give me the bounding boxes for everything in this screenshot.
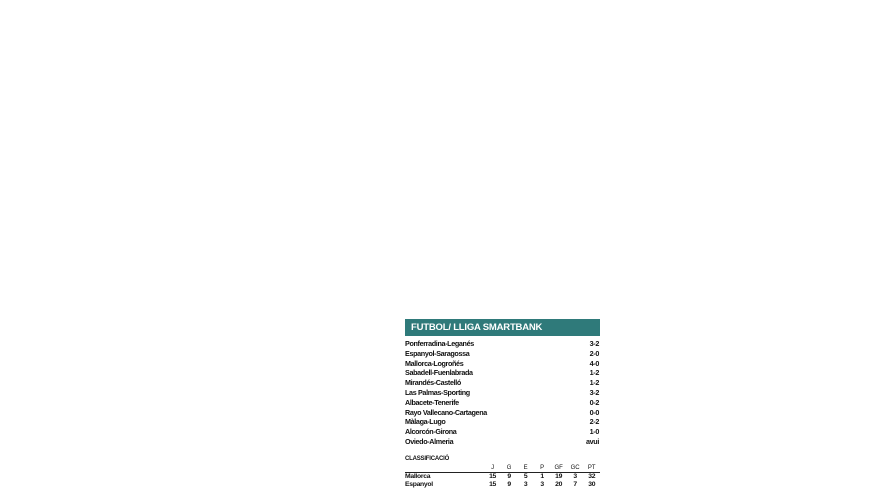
- result-row: [405, 398, 600, 408]
- result-row: [405, 408, 600, 418]
- goals-against: 3: [573, 472, 577, 480]
- match-score: 4-0: [589, 358, 599, 368]
- match-name: Mirandés-Castelló: [405, 378, 461, 388]
- column-header-gf: GF: [550, 464, 567, 473]
- match-score: avui: [586, 436, 599, 446]
- team-name: Espanyol: [405, 481, 433, 489]
- points: 32: [588, 472, 596, 480]
- match-score: 3-2: [589, 387, 599, 397]
- lost: 1: [540, 472, 544, 480]
- drawn: 3: [523, 481, 528, 489]
- match-score: 0-2: [589, 397, 599, 407]
- match-score: 2-2: [589, 417, 599, 427]
- match-score: 1-2: [589, 368, 599, 378]
- result-row: [405, 417, 600, 427]
- match-name: Sabadell-Fuenlabrada: [405, 368, 473, 378]
- column-header-e: E: [517, 464, 534, 473]
- column-header-gc: GC: [567, 464, 584, 473]
- match-name: Oviedo-Almeria: [405, 436, 454, 446]
- result-row: [405, 339, 600, 349]
- goals-for: 19: [555, 472, 563, 480]
- column-header-pt: PT: [583, 464, 600, 473]
- match-score: 2-0: [589, 348, 599, 358]
- goals-for: 20: [555, 481, 563, 489]
- match-score: 0-0: [589, 407, 599, 417]
- result-row: [405, 427, 600, 437]
- column-header-g: G: [501, 464, 518, 473]
- standings-row: [405, 472, 600, 481]
- match-name: Las Palmas-Sporting: [405, 387, 470, 397]
- section-header: FUTBOL/ LLIGA SMARTBANK: [405, 319, 600, 336]
- match-name: Rayo Vallecano-Cartagena: [405, 407, 487, 417]
- match-score: 1-0: [589, 427, 599, 437]
- column-header-j: J: [484, 464, 501, 473]
- column-header-team: [405, 464, 484, 473]
- points: 30: [588, 481, 596, 489]
- match-name: Màlaga-Lugo: [405, 417, 446, 427]
- result-row: [405, 359, 600, 369]
- result-row: [405, 349, 600, 359]
- match-score: 3-2: [589, 339, 599, 348]
- match-name: Alcorcón-Girona: [405, 427, 457, 437]
- team-name: Mallorca: [405, 472, 431, 480]
- standings-header-row: [405, 464, 600, 473]
- results-list: [405, 339, 600, 447]
- standings-title: CLASSIFICACIÓ: [405, 455, 450, 462]
- result-row: [405, 437, 600, 447]
- standings-row: [405, 481, 600, 490]
- column-header-p: P: [534, 464, 551, 473]
- played: 15: [489, 472, 497, 480]
- played: 15: [489, 481, 497, 489]
- match-name: Mallorca-Logroñés: [405, 358, 464, 368]
- result-row: [405, 388, 600, 398]
- standings-table: [405, 464, 600, 490]
- result-row: [405, 378, 600, 388]
- match-score: 1-2: [589, 378, 599, 388]
- lost: 3: [540, 481, 544, 489]
- goals-against: 7: [573, 481, 577, 489]
- won: 9: [507, 481, 511, 489]
- result-row: [405, 368, 600, 378]
- match-name: Albacete-Tenerife: [405, 397, 459, 407]
- won: 9: [507, 472, 511, 480]
- drawn: 5: [523, 472, 528, 480]
- match-name: Espanyol-Saragossa: [405, 348, 470, 358]
- league-results-box: [405, 319, 600, 490]
- match-name: Ponferradina-Leganés: [405, 339, 474, 348]
